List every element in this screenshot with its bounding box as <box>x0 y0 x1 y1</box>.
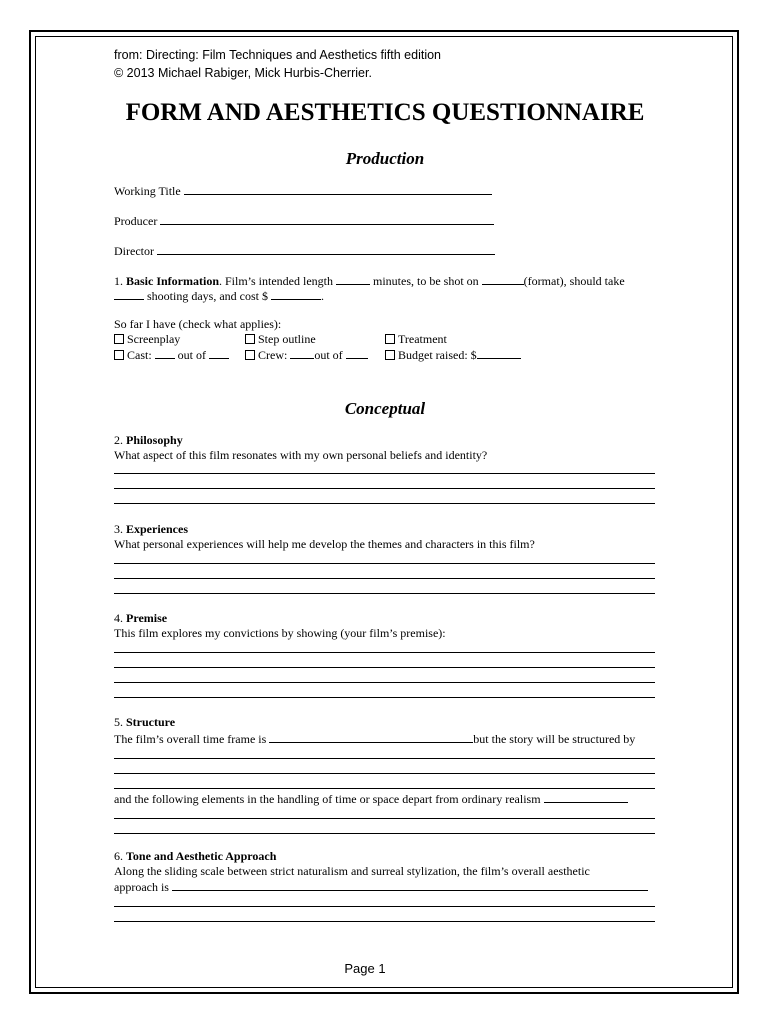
cast-label: Cast: <box>127 348 152 362</box>
experiences-answer-line[interactable] <box>114 578 655 579</box>
philosophy-answer-line[interactable] <box>114 503 655 504</box>
checklist-intro: So far I have (check what applies): <box>114 317 282 331</box>
structure-answer-line[interactable] <box>114 818 655 819</box>
basic-info-number: 1. <box>114 274 123 288</box>
experiences-question: What personal experiences will help me develop the themes and characters in this film? <box>114 537 535 551</box>
premise-answer-line[interactable] <box>114 667 655 668</box>
premise-heading <box>114 611 167 626</box>
step-outline-checkbox[interactable] <box>245 334 255 344</box>
crew-label: Crew: <box>258 348 288 362</box>
page-title: FORM AND AESTHETICS QUESTIONNAIRE <box>125 99 645 126</box>
realism-field[interactable] <box>544 791 628 803</box>
structure-answer-line[interactable] <box>114 758 655 759</box>
philosophy-answer-line[interactable] <box>114 488 655 489</box>
screenplay-label: Screenplay <box>127 332 181 346</box>
page-number: Page 1 <box>344 961 386 976</box>
format-field[interactable] <box>482 273 524 285</box>
philosophy-number: 2. <box>114 433 123 447</box>
budget-checkbox[interactable] <box>385 350 395 360</box>
experiences-heading <box>114 522 188 537</box>
premise-answer-line[interactable] <box>114 697 655 698</box>
structure-number: 5. <box>114 715 123 729</box>
crew-count-field[interactable] <box>290 347 314 359</box>
page-border-inner <box>35 36 733 988</box>
cost-field[interactable] <box>271 288 321 300</box>
structure-heading <box>114 715 175 730</box>
tone-line-1: Along the sliding scale between strict naturalism and surreal stylization, the film’s overall aesthetic <box>114 864 590 878</box>
tone-approach-label: approach is <box>114 880 169 894</box>
experiences-title: Experiences <box>126 522 188 536</box>
treatment-checkbox[interactable] <box>385 334 395 344</box>
structure-answer-line[interactable] <box>114 773 655 774</box>
structure-line-2 <box>114 791 628 807</box>
crew-item <box>245 347 368 363</box>
source-line: from: Directing: Film Techniques and Aesthetics fifth edition <box>114 48 442 62</box>
budget-item <box>385 347 521 363</box>
treatment-label: Treatment <box>398 332 447 346</box>
premise-answer-line[interactable] <box>114 682 655 683</box>
structure-structured-by-label: but the story will be structured by <box>473 732 636 746</box>
cast-total-field[interactable] <box>209 347 229 359</box>
cast-checkbox[interactable] <box>114 350 124 360</box>
crew-out-of-label: out of <box>314 348 343 362</box>
production-heading: Production <box>345 149 425 168</box>
structure-time-frame-label: The film’s overall time frame is <box>114 732 267 746</box>
step-outline-item[interactable] <box>245 332 316 347</box>
basic-info-text-5: . <box>321 289 324 303</box>
philosophy-heading <box>114 433 183 448</box>
time-frame-field[interactable] <box>269 731 473 743</box>
film-length-field[interactable] <box>336 273 370 285</box>
tone-answer-line[interactable] <box>114 921 655 922</box>
budget-label: Budget raised: $ <box>398 348 477 362</box>
basic-info-line-2 <box>114 288 324 304</box>
tone-title: Tone and Aesthetic Approach <box>126 849 277 863</box>
basic-info-text-4: shooting days, and cost $ <box>147 289 268 303</box>
philosophy-question: What aspect of this film resonates with my own personal beliefs and identity? <box>114 448 488 462</box>
screenplay-item[interactable] <box>114 332 180 347</box>
premise-number: 4. <box>114 611 123 625</box>
working-title-label: Working Title <box>114 184 181 198</box>
shooting-days-field[interactable] <box>114 288 144 300</box>
premise-question: This film explores my convictions by showing (your film’s premise): <box>114 626 446 640</box>
director-field[interactable] <box>157 243 495 255</box>
producer-field[interactable] <box>160 213 494 225</box>
producer-row <box>114 213 494 229</box>
treatment-item[interactable] <box>385 332 447 347</box>
director-row <box>114 243 495 259</box>
working-title-field[interactable] <box>184 183 492 195</box>
cast-item <box>114 347 229 363</box>
structure-title: Structure <box>126 715 176 729</box>
crew-total-field[interactable] <box>346 347 368 359</box>
structure-line-1 <box>114 731 635 747</box>
basic-info-title: Basic Information <box>126 274 219 288</box>
philosophy-title: Philosophy <box>126 433 183 447</box>
producer-label: Producer <box>114 214 158 228</box>
cast-count-field[interactable] <box>155 347 175 359</box>
structure-realism-label: and the following elements in the handling of time or space depart from ordinary realism <box>114 792 541 806</box>
tone-answer-line[interactable] <box>114 906 655 907</box>
conceptual-heading: Conceptual <box>344 399 426 418</box>
experiences-number: 3. <box>114 522 123 536</box>
tone-heading <box>114 849 276 864</box>
philosophy-answer-line[interactable] <box>114 473 655 474</box>
basic-info-text-1: . Film’s intended length <box>219 274 333 288</box>
basic-info-text-3: (format), should take <box>523 274 625 288</box>
tone-number: 6. <box>114 849 123 863</box>
working-title-row <box>114 183 492 199</box>
experiences-answer-line[interactable] <box>114 563 655 564</box>
basic-info-line-1 <box>114 273 625 289</box>
director-label: Director <box>114 244 154 258</box>
structure-answer-line[interactable] <box>114 833 655 834</box>
aesthetic-approach-field[interactable] <box>172 879 648 891</box>
cast-out-of-label: out of <box>177 348 207 362</box>
structure-answer-line[interactable] <box>114 788 655 789</box>
tone-line-2 <box>114 879 648 895</box>
basic-info-text-2: minutes, to be shot on <box>373 274 479 288</box>
budget-field[interactable] <box>477 347 521 359</box>
step-outline-label: Step outline <box>258 332 316 346</box>
crew-checkbox[interactable] <box>245 350 255 360</box>
copyright-line: © 2013 Michael Rabiger, Mick Hurbis-Cherrier. <box>114 66 372 80</box>
experiences-answer-line[interactable] <box>114 593 655 594</box>
premise-title: Premise <box>126 611 168 625</box>
screenplay-checkbox[interactable] <box>114 334 124 344</box>
premise-answer-line[interactable] <box>114 652 655 653</box>
